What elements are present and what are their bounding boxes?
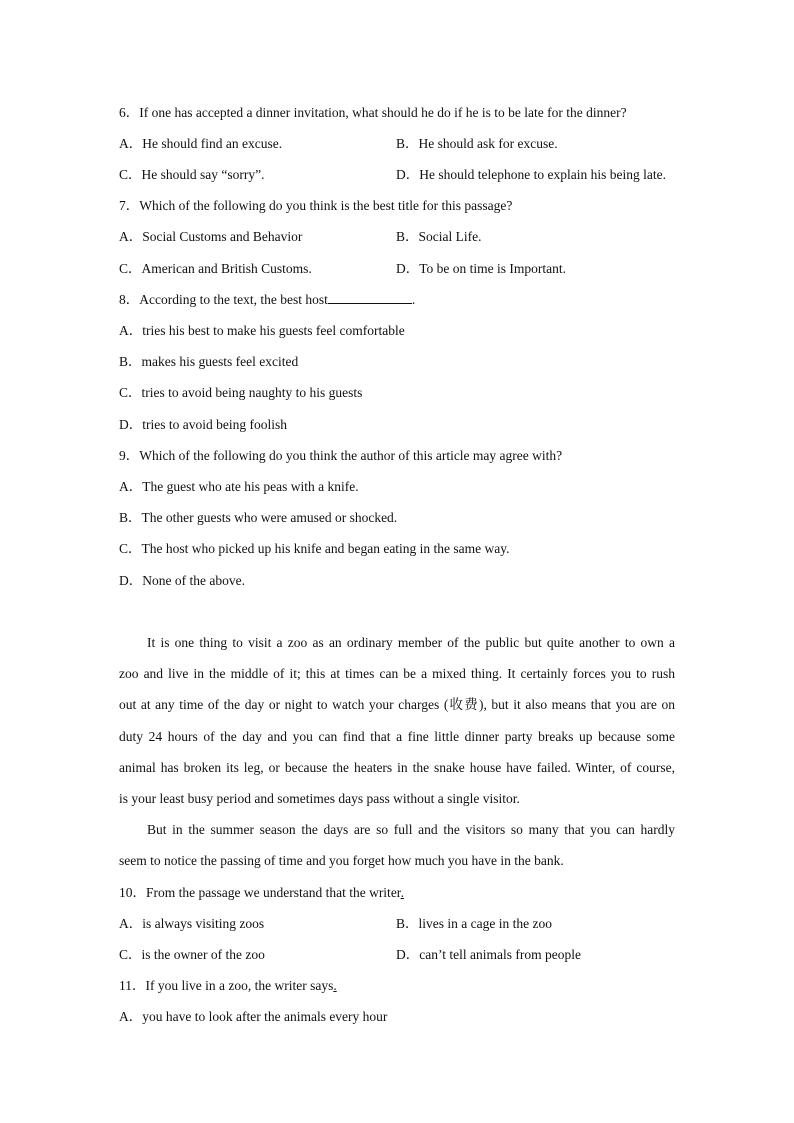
q7-option-a: A．Social Customs and Behavior (119, 229, 303, 244)
passage-line: It is one thing to visit a zoo as an ordinary member of the public but quite another to own a (147, 635, 675, 650)
q9-option-d: D．None of the above. (119, 573, 245, 588)
q11-stem (119, 977, 337, 995)
q6-option-b: B．He should ask for excuse. (396, 136, 558, 151)
q11-option-a: A．you have to look after the animals every hour (119, 1009, 388, 1024)
passage-line: duty 24 hours of the day and you can find that a fine little dinner party breaks up because some (119, 729, 675, 744)
q11-stem-text: 11．If you live in a zoo, the writer says (119, 978, 334, 993)
q11-stem-end: . (333, 978, 337, 993)
q6-option-c: C．He should say “sorry”. (119, 167, 265, 182)
q8-stem (119, 291, 415, 309)
q10-stem-end: . (400, 885, 404, 900)
q9-stem: 9．Which of the following do you think the author of this article may agree with? (119, 448, 563, 463)
answer-blank (328, 291, 412, 304)
passage-line: out at any time of the day or night to watch your charges (收费), but it also means that you are on (119, 697, 675, 712)
q10-option-d: D．can’t tell animals from people (396, 947, 581, 962)
q7-stem: 7．Which of the following do you think is the best title for this passage? (119, 198, 513, 213)
q6-option-d: D．He should telephone to explain his being late. (396, 167, 666, 182)
passage-line: is your least busy period and sometimes days pass without a single visitor. (119, 791, 520, 806)
passage-line: zoo and live in the middle of it; this at times can be a mixed thing. It certainly forces you to rush (119, 666, 675, 681)
q8-option-a: A．tries his best to make his guests feel comfortable (119, 323, 405, 338)
q9-option-a: A．The guest who ate his peas with a knife. (119, 479, 359, 494)
passage-line: seem to notice the passing of time and you forget how much you have in the bank. (119, 853, 564, 868)
q10-option-c: C．is the owner of the zoo (119, 947, 265, 962)
passage-line: animal has broken its leg, or because the heaters in the snake house have failed. Winter, of course, (119, 760, 675, 775)
q6-option-a: A．He should find an excuse. (119, 136, 283, 151)
q10-option-b: B．lives in a cage in the zoo (396, 916, 552, 931)
q9-option-b: B．The other guests who were amused or shocked. (119, 510, 398, 525)
q7-option-d: D．To be on time is Important. (396, 261, 567, 276)
q10-stem-text: 10．From the passage we understand that the writer (119, 885, 401, 900)
q10-stem (119, 884, 404, 902)
q9-option-c: C．The host who picked up his knife and began eating in the same way. (119, 541, 510, 556)
q7-option-b: B．Social Life. (396, 229, 482, 244)
q8-option-b: B．makes his guests feel excited (119, 354, 299, 369)
q8-option-c: C．tries to avoid being naughty to his guests (119, 385, 363, 400)
q8-option-d: D．tries to avoid being foolish (119, 417, 287, 432)
passage-line: But in the summer season the days are so full and the visitors so many that you can hardly (147, 822, 675, 837)
q10-option-a: A．is always visiting zoos (119, 916, 265, 931)
q7-option-c: C．American and British Customs. (119, 261, 312, 276)
q6-stem: 6．If one has accepted a dinner invitation, what should he do if he is to be late for the dinner? (119, 105, 627, 120)
q8-stem-period: . (411, 292, 416, 307)
q8-stem-text: 8．According to the text, the best host (119, 292, 328, 307)
